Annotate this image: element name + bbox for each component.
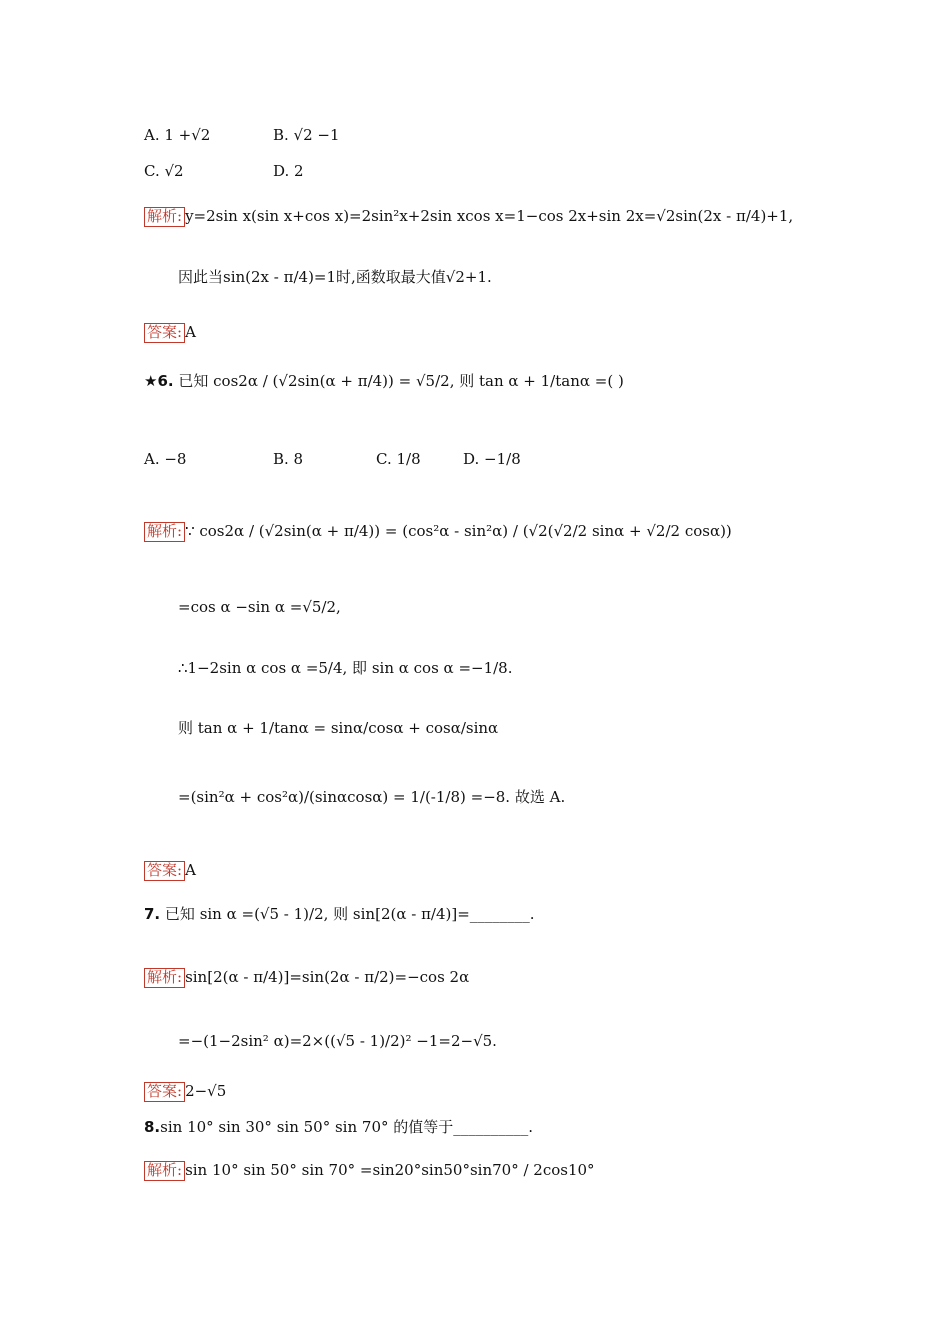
q6-solution-line2: =cos α −sin α =√5/2, (178, 598, 341, 616)
q6-solution-line3: ∴1−2sin α cos α =5/4, 即 sin α cos α =−1/8. (178, 659, 513, 677)
answer-label: 答案: (144, 1082, 185, 1102)
q6-stem (144, 374, 624, 389)
q7-solution-line1 (144, 968, 469, 988)
q6-solution-line1 (144, 522, 732, 542)
q5-answer-value: A (185, 323, 196, 341)
solution-label: 解析: (144, 1161, 185, 1181)
q5-solution-line2: 因此当sin(2x - π/4)=1时,函数取最大值√2+1. (178, 268, 492, 286)
q6-answer (144, 861, 196, 881)
q6-option-a: A. −8 (144, 450, 187, 468)
q6-solution-text1: ∵ cos2α / (√2sin(α + π/4)) = (cos²α - sin²α) / (√2(√2/2 sinα + √2/2 cosα)) (185, 522, 732, 540)
q6-solution-line5: =(sin²α + cos²α)/(sinαcosα) = 1/(-1/8) =−8. 故选 A. (178, 788, 566, 806)
q8-solution-text1: sin 10° sin 50° sin 70° =sin20°sin50°sin70° / 2cos10° (185, 1161, 595, 1179)
q6-option-c: C. 1/8 (376, 450, 421, 468)
solution-label: 解析: (144, 207, 185, 227)
q7-solution-line2: =−(1−2sin² α)=2×((√5 - 1)/2)² −1=2−√5. (178, 1032, 497, 1050)
q7-stem-text: 已知 sin α =(√5 - 1)/2, 则 sin[2(α - π/4)]=________. (164, 905, 535, 923)
q5-option-a: A. 1 +√2 (144, 126, 211, 144)
q8-solution-line1 (144, 1161, 595, 1181)
q8-number: 8. (144, 1118, 161, 1136)
q6-stem-text: 已知 cos2α / (√2sin(α + π/4)) = √5/2, 则 tan α + 1/tanα =( ) (178, 372, 624, 390)
q7-answer-value: 2−√5 (185, 1082, 227, 1100)
q5-solution-text1: y=2sin x(sin x+cos x)=2sin²x+2sin xcos x=1−cos 2x+sin 2x=√2sin(2x - π/4)+1, (185, 207, 794, 225)
answer-label: 答案: (144, 323, 185, 343)
answer-label: 答案: (144, 861, 185, 881)
q6-option-b: B. 8 (273, 450, 304, 468)
q7-number: 7. (144, 905, 161, 923)
q6-option-d: D. −1/8 (463, 450, 521, 468)
q6-solution-line4: 则 tan α + 1/tanα = sinα/cosα + cosα/sinα (178, 719, 499, 737)
q5-option-d: D. 2 (273, 162, 304, 180)
q5-answer (144, 323, 196, 343)
q7-stem (144, 907, 535, 922)
q6-answer-value: A (185, 861, 196, 879)
q5-solution-line1 (144, 207, 793, 227)
q8-stem-text: sin 10° sin 30° sin 50° sin 70° 的值等于__________. (160, 1118, 534, 1136)
q5-option-c: C. √2 (144, 162, 184, 180)
q5-option-b: B. √2 −1 (273, 126, 340, 144)
q7-answer (144, 1082, 226, 1102)
solution-label: 解析: (144, 522, 185, 542)
solution-label: 解析: (144, 968, 185, 988)
q8-stem (144, 1120, 533, 1135)
q6-number: ★6. (144, 372, 174, 390)
q7-solution-text1: sin[2(α - π/4)]=sin(2α - π/2)=−cos 2α (185, 968, 470, 986)
